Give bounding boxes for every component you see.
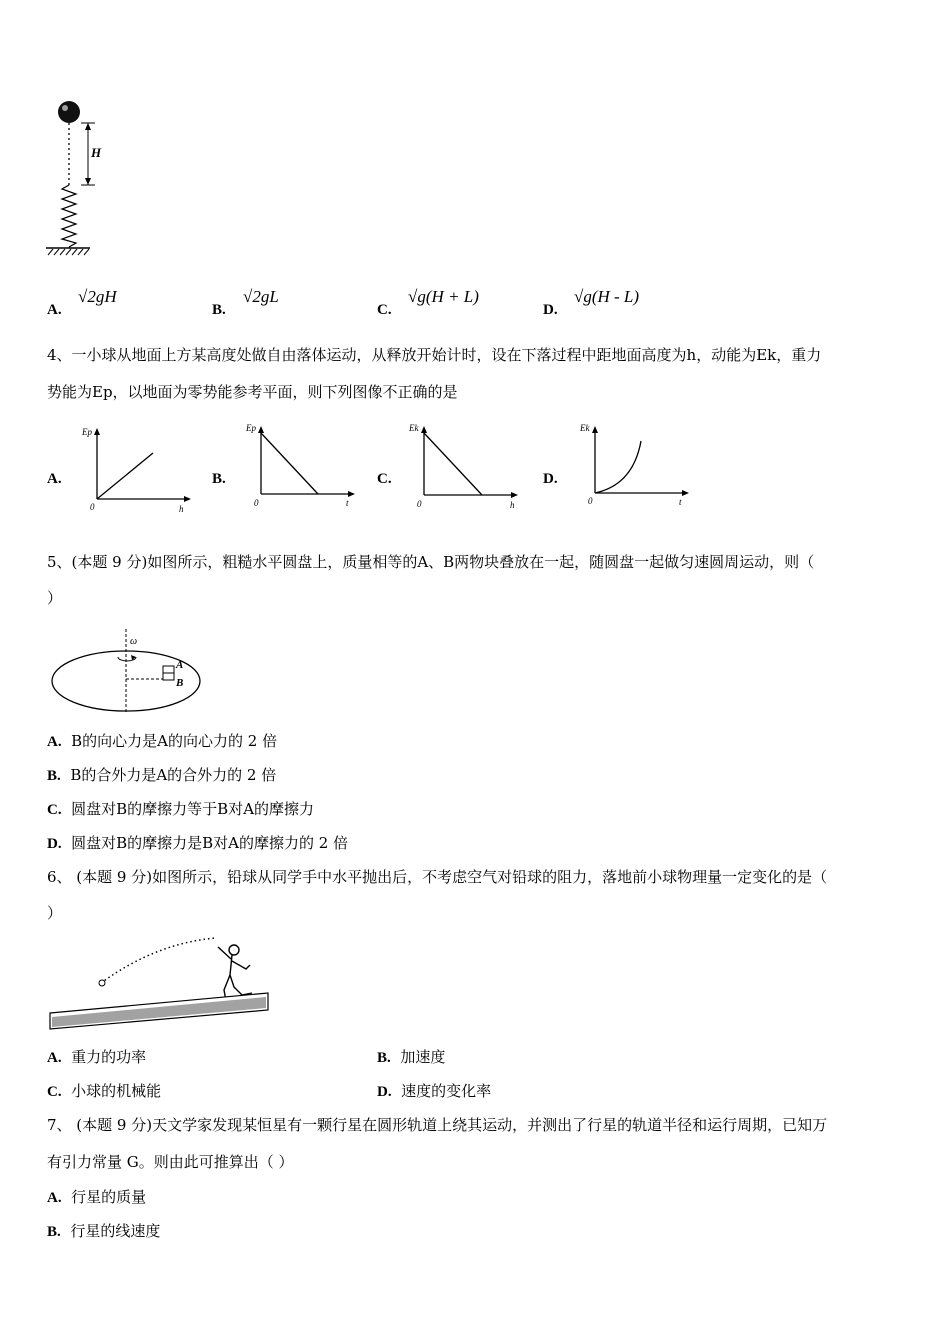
thrower: [218, 945, 252, 1001]
svg-text:A: A: [176, 659, 184, 671]
q3-option-c[interactable]: C.: [377, 302, 392, 318]
rotating-disk-figure: [48, 624, 208, 716]
q6-option-b[interactable]: B. 加速度: [377, 1048, 446, 1066]
q5-option-b[interactable]: B. B的合外力是A的合外力的 2 倍: [47, 766, 277, 784]
svg-text:t: t: [679, 497, 682, 507]
svg-text:h: h: [179, 504, 184, 514]
q4-stem-line1: 4、一小球从地面上方某高度处做自由落体运动，从释放开始计时，设在下落过程中距地面高度为h，动能为Ek，重力: [47, 346, 822, 364]
q6-stem-line1: 6、 (本题 9 分)如图所示，铅球从同学手中水平抛出后，不考虑空气对铅球的阻力，落地前小球物理量一定变化的是（: [47, 868, 828, 886]
graph-b: [244, 419, 359, 511]
svg-text:0: 0: [417, 499, 422, 509]
svg-text:ω: ω: [130, 636, 138, 647]
graph-a-line: [97, 453, 153, 499]
q4-stem-line2: 势能为Ep，以地面为零势能参考平面，则下列图像不正确的是: [47, 383, 458, 401]
height-label: H: [91, 145, 102, 160]
svg-text:h: h: [510, 500, 515, 510]
q4-option-a[interactable]: A.: [47, 471, 62, 487]
q4-option-b[interactable]: B.: [212, 471, 226, 487]
q5-option-d[interactable]: D. 圆盘对B的摩擦力是B对A的摩擦力的 2 倍: [47, 834, 349, 852]
q5-option-a[interactable]: A. B的向心力是A的向心力的 2 倍: [47, 732, 278, 750]
svg-text:0: 0: [254, 498, 259, 508]
q4-option-c[interactable]: C.: [377, 471, 392, 487]
q5-stem-line2: ）: [47, 589, 63, 607]
svg-text:B: B: [176, 677, 184, 689]
q6-option-c[interactable]: C. 小球的机械能: [47, 1082, 162, 1100]
q3-option-a-expr: √2gH: [78, 287, 117, 306]
q3-option-c-expr: √g(H + L): [408, 287, 479, 306]
shot-ball: [99, 980, 105, 986]
q5-stem-line1: 5、(本题 9 分)如图所示，粗糙水平圆盘上，质量相等的A、B两物块叠放在一起，随圆盘一起做匀速圆周运动，则（: [47, 553, 815, 571]
graph-c: [407, 419, 522, 511]
ball: [58, 101, 80, 123]
q6-option-a[interactable]: A. 重力的功率: [47, 1048, 147, 1066]
q7-stem-line1: 7、 (本题 9 分)天文学家发现某恒星有一颗行星在圆形轨道上绕其运动，并测出了行星的轨道半径和运行周期，已知万: [47, 1116, 828, 1134]
q6-stem-line2: ）: [47, 904, 63, 922]
shot-put-figure: [46, 935, 271, 1033]
q3-option-d[interactable]: D.: [543, 302, 558, 318]
spring: [62, 185, 76, 247]
graph-d-curve: [595, 441, 641, 493]
q7-stem-line2: 有引力常量 G。则由此可推算出（ ）: [47, 1153, 294, 1171]
svg-text:Ep: Ep: [82, 427, 92, 437]
q3-option-d-expr: √g(H - L): [574, 287, 640, 306]
graph-b-line: [261, 433, 318, 494]
q3-option-b-expr: √2gL: [243, 287, 279, 306]
block-b: [163, 673, 174, 680]
graph-a: [80, 423, 195, 515]
svg-text:Ek: Ek: [409, 423, 419, 433]
svg-text:t: t: [346, 498, 349, 508]
block-a: [163, 666, 174, 673]
ball-spring-figure: [40, 95, 120, 260]
q3-option-a[interactable]: A.: [47, 302, 62, 318]
q5-option-c[interactable]: C. 圆盘对B的摩擦力等于B对A的摩擦力: [47, 800, 315, 818]
svg-text:Ep: Ep: [246, 423, 256, 433]
q4-option-d[interactable]: D.: [543, 471, 558, 487]
q3-option-b[interactable]: B.: [212, 302, 226, 318]
graph-c-line: [424, 433, 482, 495]
svg-text:0: 0: [90, 502, 95, 512]
svg-text:Ek: Ek: [580, 423, 590, 433]
trajectory: [101, 938, 216, 983]
q7-option-b[interactable]: B. 行星的线速度: [47, 1222, 161, 1240]
q6-option-d[interactable]: D. 速度的变化率: [377, 1082, 492, 1100]
svg-text:0: 0: [588, 496, 593, 506]
q7-option-a[interactable]: A. 行星的质量: [47, 1188, 147, 1206]
graph-d: [578, 419, 693, 511]
